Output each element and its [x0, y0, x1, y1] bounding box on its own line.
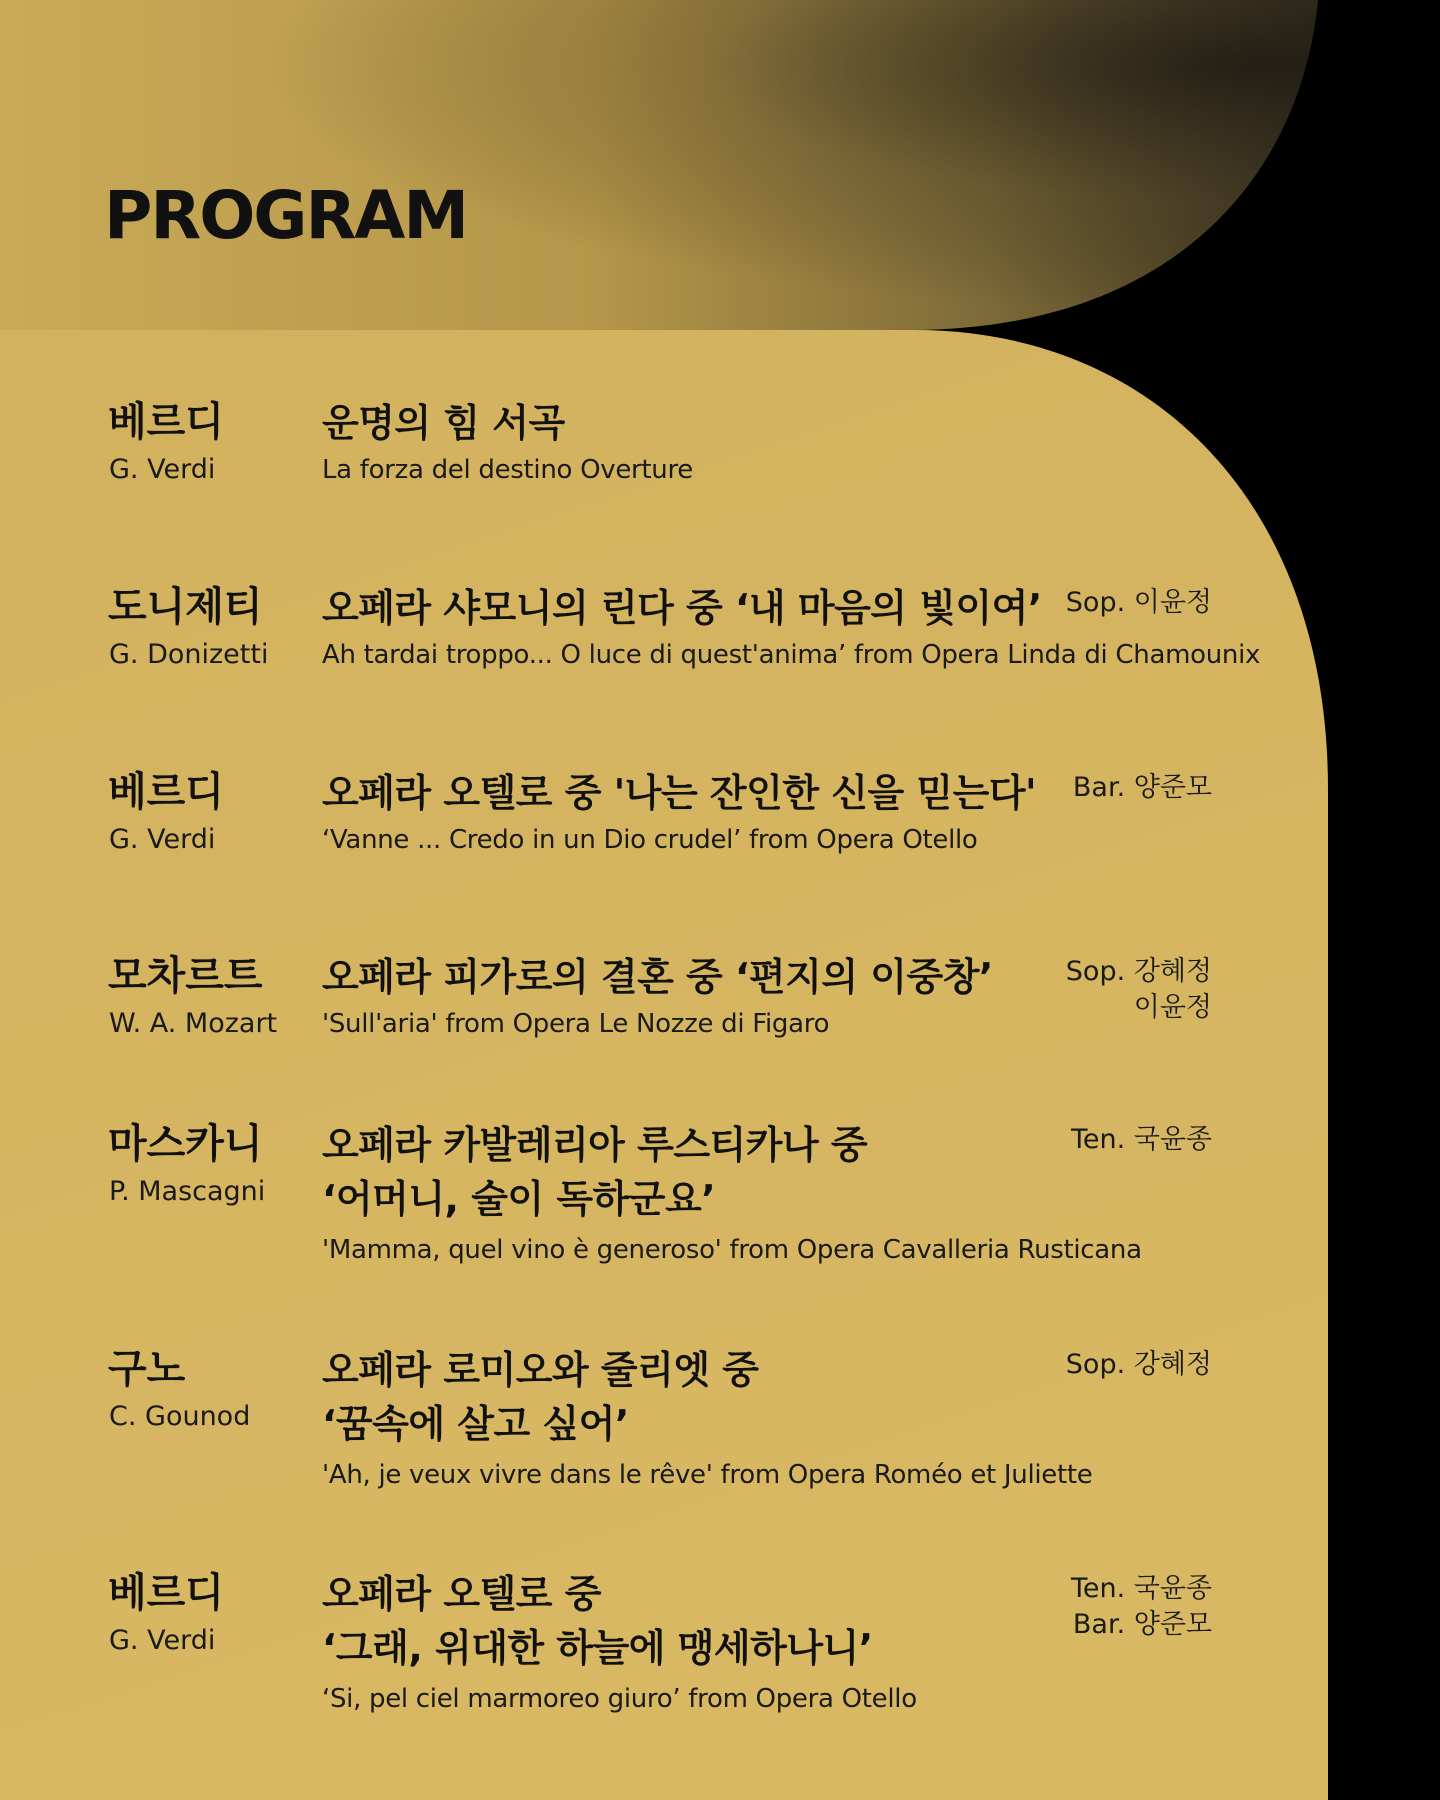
- work-title-line: 오페라 오텔로 중: [322, 1572, 601, 1616]
- work-title-line: 오페라 로미오와 줄리엣 중: [322, 1348, 759, 1392]
- work-title-original: 'Ah, je veux vivre dans le rêve' from Opera Roméo et Juliette: [322, 1460, 1093, 1490]
- work-title-line: 오페라 샤모니의 린다 중 ‘내 마음의 빛이여’: [322, 586, 1042, 630]
- composer-english: G. Verdi: [109, 1625, 216, 1656]
- work-title-korean: [322, 1343, 758, 1451]
- work-title-line: 운명의 힘 서곡: [322, 401, 565, 445]
- performers: [1066, 954, 1212, 1026]
- performer: Sop. 강혜정: [1065, 956, 1212, 987]
- work-title-korean: [322, 1567, 873, 1675]
- work-title-korean: [322, 1118, 867, 1226]
- work-title-original: 'Mamma, quel vino è generoso' from Opera Cavalleria Rusticana: [322, 1235, 1142, 1265]
- performer: 이윤정: [1133, 992, 1212, 1023]
- performer: Sop. 이윤정: [1065, 587, 1212, 618]
- performers: [1066, 1347, 1212, 1383]
- composer-korean: 베르디: [108, 1570, 224, 1616]
- composer-english: C. Gounod: [109, 1401, 251, 1432]
- work-title-korean: [322, 950, 993, 1004]
- composer-english: G. Verdi: [109, 454, 216, 485]
- composer-korean: 구노: [108, 1346, 186, 1392]
- performers: [1066, 585, 1212, 621]
- performer: Sop. 강혜정: [1065, 1349, 1212, 1380]
- work-title-korean: [322, 396, 565, 450]
- work-title-original: ‘Vanne ... Credo in un Dio crudel’ from Opera Otello: [322, 825, 978, 855]
- work-title-original: ‘Si, pel ciel marmoreo giuro’ from Opera Otello: [322, 1684, 917, 1714]
- composer-english: P. Mascagni: [109, 1176, 266, 1207]
- work-title-original: Ah tardai troppo... O luce di quest'anima’ from Opera Linda di Chamounix: [322, 640, 1261, 670]
- performers: [1071, 1122, 1212, 1158]
- work-title-line: ‘꿈속에 살고 싶어’: [322, 1402, 629, 1446]
- composer-korean: 도니제티: [108, 584, 263, 630]
- work-title-original: 'Sull'aria' from Opera Le Nozze di Figaro: [322, 1009, 830, 1039]
- work-title-line: 오페라 오텔로 중 '나는 잔인한 신을 믿는다': [322, 771, 1037, 815]
- work-title-line: 오페라 피가로의 결혼 중 ‘편지의 이중창’: [322, 955, 993, 999]
- composer-korean: 모차르트: [108, 953, 263, 999]
- work-title-korean: [322, 766, 1036, 820]
- page-title: PROGRAM: [104, 177, 468, 254]
- work-title-korean: [322, 581, 1042, 635]
- performer: Bar. 양준모: [1072, 772, 1212, 803]
- composer-korean: 베르디: [108, 769, 224, 815]
- performer: Bar. 양준모: [1072, 1609, 1212, 1640]
- performer: Ten. 국윤종: [1070, 1124, 1212, 1155]
- work-title-original: La forza del destino Overture: [322, 455, 694, 485]
- work-title-line: ‘그래, 위대한 하늘에 맹세하나니’: [322, 1626, 873, 1670]
- composer-korean: 베르디: [108, 399, 224, 445]
- composer-english: W. A. Mozart: [109, 1008, 278, 1039]
- composer-korean: 마스카니: [108, 1121, 263, 1167]
- work-title-line: ‘어머니, 술이 독하군요’: [322, 1177, 716, 1221]
- composer-english: G. Verdi: [109, 824, 216, 855]
- composer-english: G. Donizetti: [109, 639, 269, 670]
- work-title-line: 오페라 카발레리아 루스티카나 중: [322, 1123, 868, 1167]
- performers: [1071, 1571, 1212, 1643]
- performers: [1073, 770, 1212, 806]
- performer: Ten. 국윤종: [1070, 1573, 1212, 1604]
